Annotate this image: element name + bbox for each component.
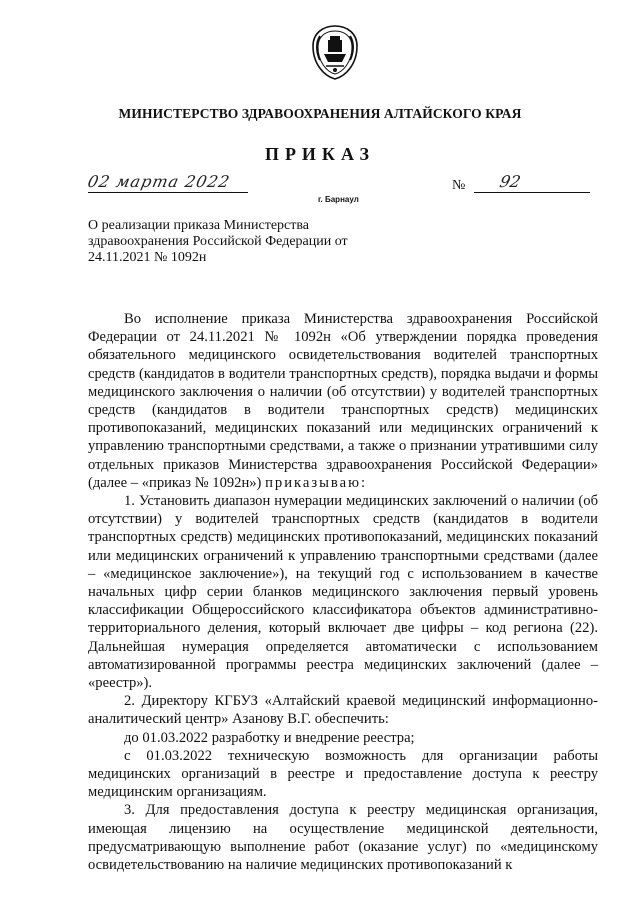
coat-of-arms-emblem: [304, 22, 366, 82]
paragraph-item-3: 3. Для предоставления доступа к реестру медицинская организация, имеющая лицензию на осуществление медицинской деятельности, предусматривающую выполнение работ (оказание услуг) по «медицинскому освидетельствованию на наличие медицинских противопоказаний к: [88, 802, 598, 874]
paragraph-preamble: Во исполнение приказа Министерства здравоохранения Российской Федерации от 24.11.2021 № 1092н «Об утверждении порядка проведения обязательного медицинского освидетельствования водителей транспортных средств (кандидатов в водители транспортных средств), порядка выдачи и формы медицинского заключения о наличии (об отсутствии) у водителей транспортных средств (кандидатов в водители транспортных средств) медицинских противопоказаний, медицинских показаний или медицинских ограничений к управлению транспортными средствами, а также о признании утратившими силу отдельных приказов Министерства здравоохранения Российской Федерации» (далее – «приказ № 1092н») приказываю:: [88, 311, 598, 491]
order-phrase: приказываю:: [265, 474, 368, 491]
handwritten-date: 02 марта 2022: [85, 172, 233, 191]
city-label: г. Барнаул: [318, 195, 359, 204]
paragraph-item-2: 2. Директору КГБУЗ «Алтайский краевой медицинский информационно-аналитический центр» Азанову В.Г. обеспечить:: [88, 693, 598, 728]
order-body: [88, 310, 598, 874]
ministry-name: МИНИСТЕРСТВО ЗДРАВООХРАНЕНИЯ АЛТАЙСКОГО КРАЯ: [118, 106, 522, 121]
number-underline: [474, 192, 590, 193]
paragraph-item-1: 1. Установить диапазон нумерации медицинских заключений о наличии (об отсутствии) у водителей транспортных средств (кандидатов в водители транспортных средств) медицинских противопоказаний, медицинских показаний или медицинских ограничений к управлению транспортными средствами (далее – «медицинское заключение»), на текущий год с использованием в качестве начальных цифр серии бланков медицинского заключения первый уровень классификации Общероссийского классификатора объектов административно-территориального деления, который включает две цифры – код региона (22). Дальнейшая нумерация определяется автоматически с использованием автоматизированной программы реестра медицинских заключений (далее – «реестр»).: [88, 493, 598, 692]
date-underline: [88, 192, 248, 193]
document-type: ПРИКАЗ: [264, 144, 376, 164]
paragraph-item-2-deadline-a: до 01.03.2022 разработку и внедрение реестра;: [124, 729, 415, 746]
number-label: №: [452, 178, 466, 193]
handwritten-number: 92: [497, 172, 523, 191]
order-subject: О реализации приказа Министерства здравоохранения Российской Федерации от 24.11.2021 № 1092н: [88, 218, 348, 265]
paragraph-item-2-deadline-b: с 01.03.2022 техническую возможность для организации работы медицинских организаций в реестре и предоставление доступа к реестру медицинским организациям.: [88, 747, 598, 801]
